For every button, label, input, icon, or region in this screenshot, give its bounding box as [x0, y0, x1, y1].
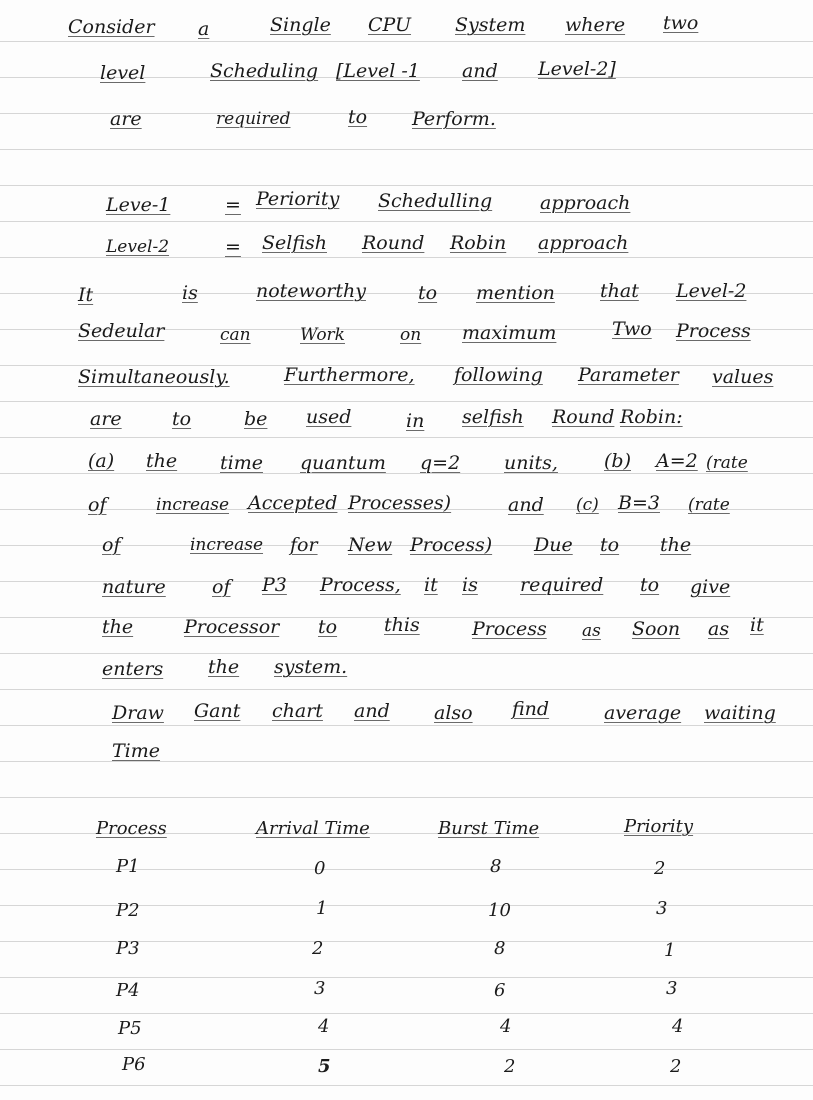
text-word: average — [604, 702, 682, 724]
text-word: are — [90, 408, 122, 430]
text-word: Robin — [450, 232, 507, 254]
text-word: is — [462, 574, 478, 596]
text-word: that — [600, 280, 639, 302]
text-word: Work — [300, 325, 345, 345]
text-word: enters — [102, 658, 164, 680]
text-word: of — [88, 494, 107, 516]
text-word: following — [454, 364, 543, 386]
text-word: Process — [676, 320, 751, 342]
text-word: Consider — [68, 16, 155, 38]
text-word: (rate — [688, 495, 730, 515]
table-cell-priority: 2 — [670, 1056, 682, 1077]
text-word: New — [348, 534, 393, 556]
text-word: Round — [552, 406, 615, 428]
text-word: the — [102, 616, 134, 638]
table-cell-priority: 4 — [672, 1016, 684, 1037]
text-word: used — [306, 406, 352, 428]
text-word: waiting — [704, 702, 776, 724]
text-word: [Level -1 — [336, 60, 420, 82]
text-word: mention — [476, 282, 555, 304]
text-word: system. — [274, 656, 348, 678]
table-cell-process: P4 — [116, 980, 140, 1001]
text-word: to — [418, 282, 438, 304]
text-word: it — [750, 614, 764, 636]
text-word: and — [508, 494, 544, 516]
text-word: Perform. — [412, 108, 496, 130]
text-word: Simultaneously. — [78, 366, 230, 388]
text-word: Time — [112, 740, 161, 762]
text-word: (a) — [88, 450, 115, 472]
table-header-arrival: Arrival Time — [256, 818, 370, 839]
text-word: as — [708, 618, 730, 640]
table-header-priority: Priority — [624, 816, 694, 837]
text-word: Furthermore, — [284, 364, 415, 386]
text-word: for — [290, 534, 318, 556]
text-word: Process — [472, 618, 547, 640]
text-word: to — [348, 106, 368, 128]
text-word: Single — [270, 14, 331, 36]
table-cell-arrival: 5 — [318, 1056, 331, 1077]
text-word: in — [406, 410, 425, 432]
text-word: (b) — [604, 450, 631, 472]
text-word: the — [208, 656, 240, 678]
text-word: this — [384, 614, 420, 636]
text-word: increase — [190, 535, 264, 555]
table-cell-burst: 6 — [494, 980, 506, 1001]
text-word: units, — [504, 452, 558, 474]
text-word: the — [146, 450, 178, 472]
text-word: It — [78, 284, 94, 306]
text-word: Draw — [112, 702, 164, 724]
text-word: are — [110, 108, 142, 130]
text-word: values — [712, 366, 774, 388]
text-word: maximum — [462, 322, 557, 344]
text-word: as — [582, 621, 601, 641]
text-word: level — [100, 62, 146, 84]
table-cell-process: P5 — [118, 1018, 142, 1039]
text-word: of — [212, 576, 231, 598]
table-cell-process: P2 — [116, 900, 140, 921]
text-word: increase — [156, 495, 230, 515]
text-word: a — [198, 18, 210, 40]
text-word: Accepted — [248, 492, 338, 514]
text-word: q=2 — [420, 452, 461, 474]
text-word: Process, — [320, 574, 401, 596]
table-cell-arrival: 3 — [314, 978, 326, 999]
text-word: = — [225, 194, 241, 216]
text-word: chart — [272, 700, 323, 722]
text-word: P3 — [262, 574, 287, 596]
table-cell-priority: 3 — [666, 978, 678, 999]
table-cell-arrival: 1 — [316, 898, 328, 919]
text-word: to — [640, 574, 660, 596]
text-word: Parameter — [578, 364, 679, 386]
table-cell-process: P6 — [122, 1054, 146, 1075]
text-word: Level-2] — [538, 58, 616, 80]
table-cell-process: P3 — [116, 938, 140, 959]
table-cell-burst: 2 — [504, 1056, 516, 1077]
text-word: (rate — [706, 453, 748, 473]
text-word: can — [220, 325, 251, 345]
text-word: = — [225, 236, 241, 258]
text-word: on — [400, 325, 422, 345]
text-word: be — [244, 408, 268, 430]
text-word: selfish — [462, 406, 524, 428]
text-word: also — [434, 702, 473, 724]
text-word: and — [354, 700, 390, 722]
text-word: where — [565, 14, 626, 36]
table-cell-arrival: 4 — [318, 1016, 330, 1037]
text-word: Gant — [194, 700, 241, 722]
text-word: B=3 — [618, 492, 660, 514]
table-cell-burst: 4 — [500, 1016, 512, 1037]
text-word: Robin: — [620, 406, 683, 428]
text-word: Due — [534, 534, 573, 556]
text-word: to — [172, 408, 192, 430]
text-word: Soon — [632, 618, 681, 640]
table-cell-burst: 10 — [488, 900, 511, 921]
text-word: required — [216, 109, 291, 129]
table-cell-process: P1 — [116, 856, 140, 877]
text-word: two — [663, 12, 699, 34]
text-word: find — [512, 698, 550, 720]
text-word: to — [318, 616, 338, 638]
text-word: Round — [362, 232, 425, 254]
text-word: Level-2 — [676, 280, 747, 302]
text-word: Process) — [410, 534, 493, 556]
text-word: and — [462, 60, 498, 82]
text-word: A=2 — [656, 450, 698, 472]
table-cell-arrival: 2 — [312, 938, 324, 959]
table-cell-burst: 8 — [490, 856, 502, 877]
text-word: Two — [612, 318, 652, 340]
text-word: give — [690, 576, 731, 598]
text-word: Processor — [184, 616, 280, 638]
text-word: of — [102, 534, 121, 556]
text-word: quantum — [300, 452, 386, 474]
text-word: to — [600, 534, 620, 556]
text-word: approach — [540, 192, 631, 214]
text-word: Schedulling — [378, 190, 493, 212]
table-cell-priority: 2 — [654, 858, 666, 879]
table-cell-priority: 1 — [664, 940, 676, 961]
text-word: Leve-1 — [106, 194, 171, 216]
text-word: noteworthy — [256, 280, 366, 302]
text-word: nature — [102, 576, 166, 598]
table-header-process: Process — [96, 818, 167, 839]
table-cell-priority: 3 — [656, 898, 668, 919]
text-word: time — [220, 452, 263, 474]
table-cell-arrival: 0 — [314, 858, 326, 879]
text-word: (c) — [576, 495, 599, 515]
text-word: System — [455, 14, 526, 36]
text-word: the — [660, 534, 692, 556]
table-header-burst: Burst Time — [438, 818, 540, 839]
table-cell-burst: 8 — [494, 938, 506, 959]
text-word: approach — [538, 232, 629, 254]
text-word: CPU — [368, 14, 412, 36]
text-word: is — [182, 282, 198, 304]
text-word: required — [520, 574, 604, 596]
text-word: Selfish — [262, 232, 327, 254]
text-word: Periority — [256, 188, 340, 210]
text-word: it — [424, 574, 438, 596]
text-word: Sedeular — [78, 320, 165, 342]
text-word: Level-2 — [106, 237, 170, 257]
text-word: Processes) — [348, 492, 452, 514]
text-word: Scheduling — [210, 60, 319, 82]
